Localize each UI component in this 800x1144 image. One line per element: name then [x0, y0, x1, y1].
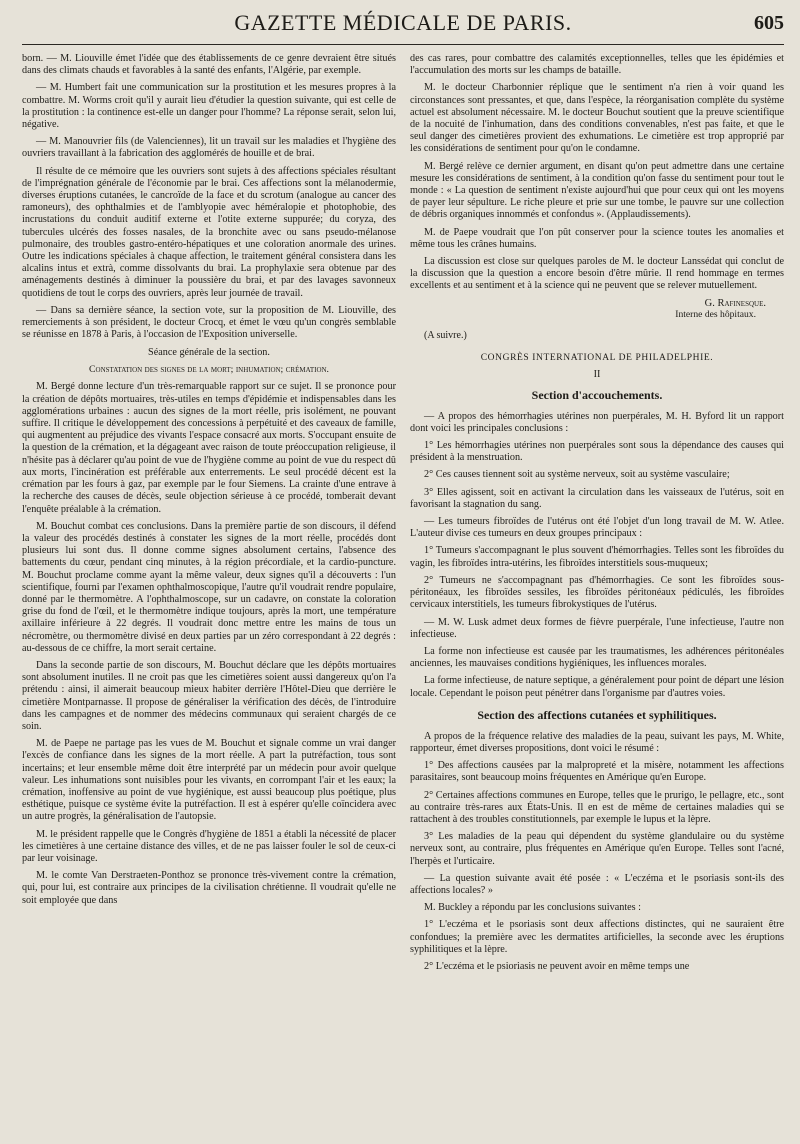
- paragraph: born. — M. Liouville émet l'idée que des établissements de ce genre devraient être situés dans des climats chauds et favorables à la santé des enfants, l'Algérie, par exemple.: [22, 53, 396, 77]
- to-be-continued: (A suivre.): [424, 329, 467, 341]
- right-column: [410, 53, 784, 1133]
- paragraph: La forme infectieuse, de nature septique, a généralement pour point de départ une lésion locale. Cependant le poison peut pénétrer dans l'organisme par d'autres voies.: [410, 675, 784, 699]
- paragraph: M. le comte Van Derstraeten-Ponthoz se prononce très-vivement contre la crémation, qui, pour lui, est contraire aux principes de la civilisation chrétienne. Il voudrait qu'elle ne soit employée que dans: [22, 870, 396, 906]
- paragraph: — M. Manouvrier fils (de Valenciennes), lit un travail sur les maladies et l'hygiène des ouvriers travaillant à la fabrication des agglomérés de houille et de brai.: [22, 136, 396, 160]
- section-heading: Constatation des signes de la mort; inhumation; crémation.: [88, 364, 330, 376]
- paragraph: — Les tumeurs fibroïdes de l'utérus ont été l'objet d'un long travail de M. W. Atlee. L'auteur divise ces tumeurs en deux groupes principaux :: [410, 516, 784, 540]
- paragraph: 2° Tumeurs ne s'accompagnant pas d'hémorrhagies. Ce sont les fibroïdes sous-péritonéaux, les fibroïdes sessiles, les fibroïdes péritonéaux pédiculés, les fibroïdes cervicaux interstitiels, les tumeurs fibrokystiques de l'utérus.: [410, 574, 784, 611]
- paragraph: La discussion est close sur quelques paroles de M. le docteur Lanssédat qui conclut de la discussion que la question a encore besoin d'être mûrie. Il rend hommage en termes excellents et au sentiment et à la science qui ne peuvent que se relever mutuellement.: [410, 256, 784, 292]
- paragraph: — M. W. Lusk admet deux formes de fièvre puerpérale, l'une infectieuse, l'autre non infectieuse.: [410, 616, 784, 640]
- author-signature: G. Rafinesque.: [704, 297, 766, 309]
- paragraph: — La question suivante avait été posée : « L'eczéma et le psoriasis sont-ils des affections locales? »: [410, 872, 784, 896]
- paragraph: des cas rares, pour combattre des calamités exceptionnelles, telles que les épidémies et l'accumulation des morts sur les champs de bataille.: [410, 53, 784, 77]
- paragraph: 2° Ces causes tiennent soit au système nerveux, soit au système vasculaire;: [424, 469, 730, 481]
- paragraph: M. de Paepe voudrait que l'on pût conserver pour la science toutes les anomalies et même tous les crânes humains.: [410, 226, 784, 250]
- paragraph: 3° Elles agissent, soit en activant la circulation dans les vaisseaux de l'utérus, soit en favorisant la stagnation du sang.: [410, 486, 784, 510]
- paragraph: — M. Humbert fait une communication sur la prostitution et les mesures propres à la combattre. M. Worms croit qu'il y aurait lieu d'étudier la question suivante, qui est celle de la prostitution : la continence est-elle un danger pour l'homme? La réponse serait, selon lui, négative.: [22, 82, 396, 131]
- paragraph: Dans la seconde partie de son discours, M. Bouchut déclare que les dépôts mortuaires sont absolument inutiles. Il ne croit pas que les cimetières soient aussi dangereux qu'on l'a prétendu : ainsi, il aimerait beaucoup mieux habiter derrière l'Hôtel-Dieu que derrière le cimetière Montparnasse. Il propose de généraliser la vérification des décès, de l'introduire dans les campagnes et de nommer des médecins communaux qui seraient chargés de ce soin.: [22, 659, 396, 732]
- paragraph: 1° Les hémorrhagies utérines non puerpérales sont sous la dépendance des causes qui président à la menstruation.: [410, 440, 784, 464]
- paragraph: La forme non infectieuse est causée par les traumatismes, les adhérences péritonéales anciennes, les mauvaises conditions hygiéniques, les influences morales.: [410, 645, 784, 670]
- paragraph: M. le président rappelle que le Congrès d'hygiène de 1851 a établi la nécessité de placer les cimetières à une certaine distance des villes, et de ne pas laisser fouler le sol de ceux-ci par leur voisinage.: [22, 828, 396, 864]
- section-heading: Section des affections cutanées et syphilitiques.: [477, 707, 717, 722]
- paragraph: — Dans sa dernière séance, la section vote, sur la proposition de M. Liouville, des remerciements à son président, le docteur Crocq, et émet le vœu qu'un congrès semblable se réunisse en 1878 à Paris, à l'occasion de l'Exposition universelle.: [22, 304, 396, 341]
- paragraph: A propos de la fréquence relative des maladies de la peau, suivant les pays, M. White, rapporteur, émet diverses propositions, dont voici le résumé :: [410, 730, 784, 754]
- author-affiliation: Interne des hôpitaux.: [675, 308, 756, 320]
- congress-heading: CONGRÈS INTERNATIONAL DE PHILADELPHIE.: [480, 352, 714, 363]
- paragraph: M. Bergé donne lecture d'un très-remarquable rapport sur ce sujet. Il se prononce pour la création de dépôts mortuaires, très-utiles en temps d'épidémie et indispensables dans les agglomérations urbaines : aucun des signes de la mort réelle, pris isolément, ne pouvant suffire. Il critique le développement des concessions à perpétuité et des caveaux de famille, qui augmentent au préjudice des vivants l'espace consacré aux morts. S'occupant ensuite de la question de la crémation, et la dégageant avec raison de toute préoccupation religieuse, il n'hésite pas à déclarer qu'au point de vue de l'hygiène comme au point de vue du respect dû aux morts, l'incinération est préférable aux enterrements. Le seul procédé décent est la crémation par les fours à gaz, par exemple par le four Siemens. La crainte d'une entrave à la recherche des causes de décès, seule objection sérieuse à ce procédé, tomberait devant l'enquête préalable à la crémation.: [22, 381, 396, 515]
- paragraph: 2° Certaines affections communes en Europe, telles que le prurigo, le pellagre, etc., sont au contraire très-rares aux États-Unis. Il en est de même de certaines maladies qui se rattachent à des troubles constitutionnels, par exemple le lupus et la lèpre.: [410, 789, 784, 825]
- left-column: [22, 53, 396, 1133]
- journal-title: GAZETTE MÉDICALE DE PARIS.: [234, 10, 572, 35]
- paragraph: M. Buckley a répondu par les conclusions suivantes :: [424, 902, 642, 914]
- page-number: 605: [754, 12, 784, 34]
- paragraph: 3° Les maladies de la peau qui dépendent du système glandulaire ou du système nerveux sont, au contraire, plus fréquentes en Amérique qu'en Europe. Telles sont l'acné, l'herpès et l'urticaire.: [410, 831, 784, 867]
- page-header: [22, 0, 784, 45]
- paragraph: M. Bouchut combat ces conclusions. Dans la première partie de son discours, il défend la valeur des procédés destinés à constater les signes de la mort réelle, procédés dont plusieurs lui sont dus. Il donne comme signes absolument certains, l'absence des battements du cœur, pendant cinq minutes, à la région précordiale, et la cardio-puncture. M. Bouchut proclame comme ayant la même valeur, deux signes qu'il a découverts : l'un scientifique, fourni par l'examen ophthalmoscopique, l'autre qu'il voudrait rendre populaire, donné par le thermomètre. A l'ophthalmoscope, sur un cadavre, on constate la coloration grise du fond de l'œil, et le thermomètre indique toujours, après la mort, une température axillaire inférieure à 22 degrés. Il voudrait donc mettre entre les mains de tous un nécromètre, ou thermomètre divisé en deux parties par un zéro correspondant à 22 degrés : au-dessous de ce chiffre, la mort serait certaine.: [22, 520, 396, 654]
- paragraph: — A propos des hémorrhagies utérines non puerpérales, M. H. Byford lit un rapport dont voici les principales conclusions :: [410, 410, 784, 434]
- paragraph: 2° L'eczéma et le psioriasis ne peuvent avoir en même temps une: [424, 960, 690, 972]
- paragraph: 1° Tumeurs s'accompagnant le plus souvent d'hémorrhagies. Telles sont les fibroïdes du vagin, les fibroïdes intra-utérins, les fibroïdes interstitiels sous-muqueux;: [410, 545, 784, 569]
- roman-numeral: II: [593, 368, 601, 380]
- paragraph: M. Bergé relève ce dernier argument, en disant qu'on peut admettre dans une certaine mesure les considérations de sentiment, à la condition qu'on fasse du sentiment pour tout le monde : « La question de sentiment n'existe aujourd'hui que pour ceux qui ont les moyens de payer leur sépulture. Le riche pleure et prie sur une tombe, le pauvre sur une collection de débris organiques innommés et confondus ». (Applaudissements).: [410, 160, 784, 221]
- paragraph: Il résulte de ce mémoire que les ouvriers sont sujets à des affections spéciales résultant de l'imprégnation générale de l'économie par le brai. Ces affections sont la mélanodermie, diverses éruptions cutanées, le cancroïde de la face et du scrotum (analogue au cancer des ramoneurs), des ophthalmies et de l'amblyopie avec héméralopie et photophobie, des incrustations du conduit auditif externe et l'otite externe suppurée; du coryza, des tubercules ulcérés des fosses nasales, de la bronchite avec ou sans pseudo-mélanose pulmonaire, des troubles gastro-entéro-hépatiques et une coloration anormale des urines. Outre les indications spéciales à chaque affection, le traitement général consistera dans les alcalins intus et extrà, comme dissolvants du brai. La prophylaxie sera obtenue par des aménagements destinés à diminuer la poussière du brai, et par des lavages savonneux quotidiens de tout le corps des ouvriers, après leur journée de travail.: [22, 165, 396, 299]
- paragraph: 1° Des affections causées par la malpropreté et la misère, notamment les affections parasitaires, sont beaucoup moins fréquentes en Amérique qu'en Europe.: [410, 760, 784, 784]
- paragraph: M. de Paepe ne partage pas les vues de M. Bouchut et signale comme un vrai danger l'excès de confiance dans les signes de la mort réelle. A part la putréfaction, tous sont incertains; et leur ensemble même doit être interprété par un médecin pour avoir quelque valeur. Les inhumations sont nuisibles pour les vivants, en corrompant l'air et les eaux; la crémation, inoffensive au point de vue hygiénique, est aussi beaucoup plus poétique, plus esthétique, puisque ce système évite la putréfaction. Il est à espérer qu'elle coïncidera avec un autre progrès, la généralisation de l'autopsie.: [22, 738, 396, 823]
- paragraph: 1° L'eczéma et le psoriasis sont deux affections distinctes, qui ne sauraient être confondues; la première avec les dermatites artificielles, la seconde avec les éruptions syphilitiques et la lèpre.: [410, 919, 784, 955]
- text-columns: [22, 53, 784, 1133]
- seance-heading: Séance générale de la section.: [148, 347, 270, 359]
- section-heading: Section d'accouchements.: [531, 387, 663, 402]
- paragraph: M. le docteur Charbonnier réplique que le sentiment n'a rien à voir quand les circonstances sont pressantes, et que, dans l'espèce, la réorganisation complète du système actuel est absolument nécessaire. M. le docteur Bouchut soutient que la preuve scientifique de la nocuité de l'inhumation, dans des conditions convenables, n'est pas faite, et que le seul danger des cimetières provient des exhumations. Le cimetière est trop approprié par les considérations de sentiment pour qu'on le condamne.: [410, 82, 784, 155]
